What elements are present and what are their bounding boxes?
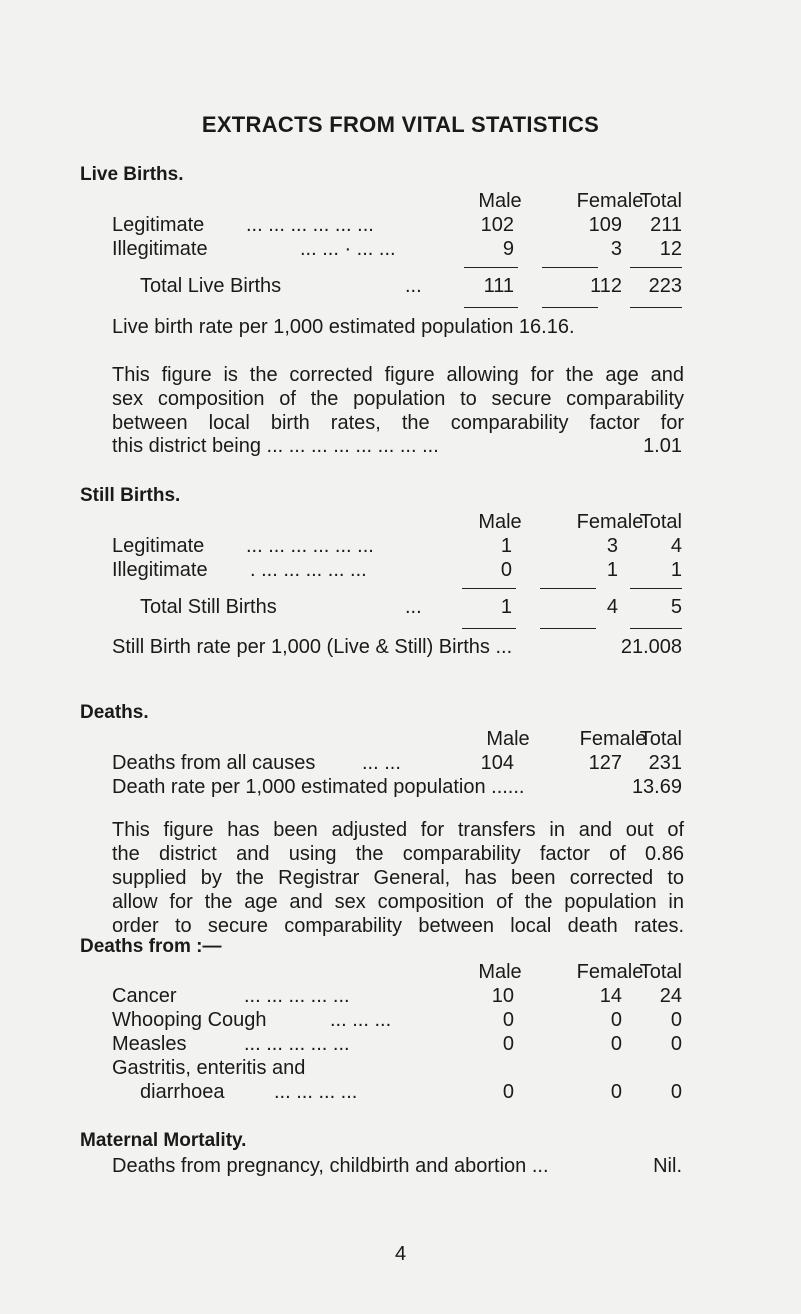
- subtotal-rule: [464, 267, 518, 268]
- still-births-row-female: 1: [606, 559, 618, 581]
- deaths-from-row-female: 14: [599, 985, 622, 1007]
- live-births-row-dots: ... ... ... ... ... ...: [246, 214, 374, 236]
- deaths-from-row-female: 0: [610, 1009, 622, 1031]
- deaths-all-causes-female: 127: [588, 752, 622, 774]
- total-rule: [542, 307, 598, 308]
- subtotal-rule: [540, 588, 596, 589]
- still-births-row-male: 0: [500, 559, 512, 581]
- live-births-row-total: 211: [650, 214, 682, 236]
- total-rule: [630, 307, 682, 308]
- live-birth-rate: Live birth rate per 1,000 estimated population 16.16.: [112, 316, 575, 338]
- page-title: EXTRACTS FROM VITAL STATISTICS: [201, 112, 600, 137]
- deaths-from-row-male: 0: [502, 1009, 514, 1031]
- deaths-from-row-male: 10: [491, 985, 514, 1007]
- still-births-col-female: Female: [576, 511, 644, 533]
- live-births-row-label: Legitimate: [112, 214, 205, 236]
- deaths-from-row-dots: ... ... ... ... ...: [244, 1033, 350, 1055]
- deaths-from-row-dots: ... ... ...: [330, 1009, 392, 1031]
- live-births-row-female: 3: [610, 238, 622, 260]
- deaths-all-causes-label: Deaths from all causes: [112, 752, 316, 774]
- deaths-from-row-label: Cancer: [112, 985, 177, 1007]
- still-births-row-total: 1: [670, 559, 682, 581]
- deaths-from-col-female: Female: [576, 961, 644, 983]
- subtotal-rule: [630, 588, 682, 589]
- still-births-total-dots: ...: [405, 596, 422, 618]
- maternal-mortality-text: Deaths from pregnancy, childbirth and abortion ...: [112, 1155, 549, 1177]
- deaths-from-row-label: Measles: [112, 1033, 187, 1055]
- note-line: allow for the age and sex composition of the population in: [112, 891, 684, 913]
- still-births-row-dots: . ... ... ... ... ...: [250, 559, 367, 581]
- live-births-total-male: 111: [483, 275, 514, 297]
- deaths-from-row-total: 24: [659, 985, 682, 1007]
- note-line: order to secure comparability between local death rates.: [112, 915, 684, 937]
- deaths-from-row-total: 0: [670, 1009, 682, 1031]
- still-births-row-total: 4: [670, 535, 682, 557]
- deaths-from-row-female: 0: [610, 1081, 622, 1103]
- note-last-line: this district being ... ... ... ... ... ... ... ...: [112, 435, 439, 457]
- deaths-col-male: Male: [486, 728, 530, 750]
- note-line: sex composition of the population to secure comparability: [112, 388, 684, 410]
- deaths-col-female: Female: [579, 728, 647, 750]
- deaths-from-col-total: Total: [639, 961, 682, 983]
- deaths-col-total: Total: [639, 728, 682, 750]
- live-births-total-dots: ...: [405, 275, 422, 297]
- comparability-factor-value: 1.01: [643, 435, 682, 457]
- live-births-row-male: 9: [502, 238, 514, 260]
- subtotal-rule: [630, 267, 682, 268]
- live-births-col-female: Female: [576, 190, 644, 212]
- note-line: the district and using the comparability factor of 0.86: [112, 843, 684, 865]
- live-births-row-total: 12: [659, 238, 682, 260]
- still-births-row-label: Legitimate: [112, 535, 205, 557]
- still-births-heading: Still Births.: [80, 485, 181, 506]
- deaths-all-causes-total: 231: [648, 752, 682, 774]
- maternal-mortality-heading: Maternal Mortality.: [80, 1130, 247, 1151]
- death-rate-value: 13.69: [631, 776, 682, 798]
- deaths-all-causes-dots: ... ...: [362, 752, 401, 774]
- death-rate-label: Death rate per 1,000 estimated population ......: [112, 776, 525, 798]
- total-rule: [540, 628, 596, 629]
- live-births-row-female: 109: [588, 214, 622, 236]
- still-births-total-total: 5: [670, 596, 682, 618]
- live-births-total-total: 223: [648, 275, 682, 297]
- still-birth-rate-label: Still Birth rate per 1,000 (Live & Still) Births ...: [112, 636, 513, 658]
- still-births-row-dots: ... ... ... ... ... ...: [246, 535, 374, 557]
- deaths-from-row-total: 0: [670, 1033, 682, 1055]
- live-births-heading: Live Births.: [80, 164, 184, 185]
- page-number: 4: [394, 1243, 407, 1265]
- deaths-from-heading: Deaths from :—: [80, 936, 222, 957]
- still-births-row-male: 1: [500, 535, 512, 557]
- deaths-note: [112, 818, 684, 938]
- deaths-all-causes-male: 104: [480, 752, 514, 774]
- live-births-row-label: Illegitimate: [112, 238, 208, 260]
- live-births-row-dots: ... ... · ... ...: [300, 238, 396, 260]
- still-births-total-female: 4: [606, 596, 618, 618]
- subtotal-rule: [542, 267, 598, 268]
- deaths-from-row-label: diarrhoea: [140, 1081, 225, 1103]
- total-rule: [462, 628, 516, 629]
- deaths-from-row-female: 0: [610, 1033, 622, 1055]
- note-line: between local birth rates, the comparability factor for: [112, 412, 684, 434]
- deaths-from-col-male: Male: [478, 961, 522, 983]
- note-line: This figure has been adjusted for transfers in and out of: [112, 819, 684, 841]
- still-births-col-total: Total: [639, 511, 682, 533]
- live-births-total-female: 112: [590, 275, 622, 297]
- total-rule: [464, 307, 518, 308]
- live-births-note: [112, 363, 684, 435]
- deaths-from-row-total: 0: [670, 1081, 682, 1103]
- deaths-from-row-dots: ... ... ... ... ...: [244, 985, 350, 1007]
- deaths-from-row-label: Gastritis, enteritis and: [112, 1057, 306, 1079]
- deaths-heading: Deaths.: [80, 702, 149, 723]
- live-births-col-total: Total: [639, 190, 682, 212]
- still-births-col-male: Male: [478, 511, 522, 533]
- live-births-total-label: Total Live Births: [140, 275, 282, 297]
- deaths-from-row-label: Whooping Cough: [112, 1009, 267, 1031]
- still-births-total-label: Total Still Births: [140, 596, 277, 618]
- deaths-from-row-male: 0: [502, 1081, 514, 1103]
- live-births-col-male: Male: [478, 190, 522, 212]
- still-birth-rate-value: 21.008: [620, 636, 682, 658]
- subtotal-rule: [462, 588, 516, 589]
- deaths-from-row-dots: ... ... ... ...: [274, 1081, 358, 1103]
- live-births-row-male: 102: [480, 214, 514, 236]
- deaths-from-row-male: 0: [502, 1033, 514, 1055]
- still-births-total-male: 1: [500, 596, 512, 618]
- total-rule: [630, 628, 682, 629]
- note-line: This figure is the corrected figure allowing for the age and: [112, 364, 684, 386]
- note-line: supplied by the Registrar General, has been corrected to: [112, 867, 684, 889]
- still-births-row-label: Illegitimate: [112, 559, 208, 581]
- still-births-row-female: 3: [606, 535, 618, 557]
- maternal-mortality-value: Nil.: [653, 1155, 682, 1177]
